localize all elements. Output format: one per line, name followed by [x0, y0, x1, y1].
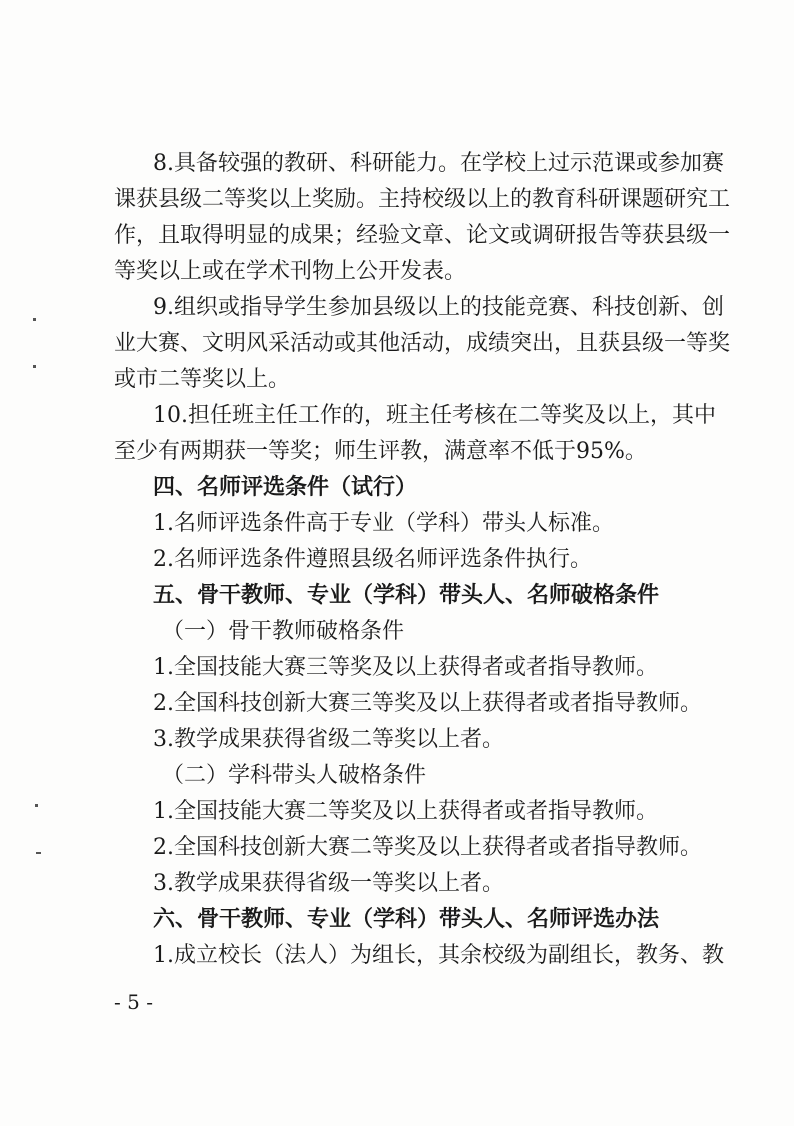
section-heading: 五、骨干教师、专业（学科）带头人、名师破格条件 — [153, 583, 660, 608]
paragraph-line: 1.成立校长（法人）为组长，其余校级为副组长，教务、教 — [153, 943, 724, 968]
paragraph-line: 10.担任班主任工作的，班主任考核在二等奖及以上，其中 — [153, 403, 716, 428]
paragraph-line: 课获县级二等奖以上奖励。主持校级以上的教育科研课题研究工 — [114, 187, 731, 212]
paragraph-line: 2.全国科技创新大赛三等奖及以上获得者或者指导教师。 — [153, 691, 702, 716]
paragraph-line: 1.全国技能大赛二等奖及以上获得者或者指导教师。 — [153, 799, 658, 824]
subsection-heading: （二）学科带头人破格条件 — [162, 763, 427, 788]
paragraph-line: 或市二等奖以上。 — [114, 367, 291, 392]
paragraph-line: 9.组织或指导学生参加县级以上的技能竞赛、科技创新、创 — [153, 295, 724, 320]
paragraph-line: 3.教学成果获得省级一等奖以上者。 — [153, 871, 504, 896]
paragraph-line: 1.全国技能大赛三等奖及以上获得者或者指导教师。 — [153, 655, 658, 680]
paragraph-line: 2.名师评选条件遵照县级名师评选条件执行。 — [153, 547, 592, 572]
paragraph-line: 8.具备较强的教研、科研能力。在学校上过示范课或参加赛 — [153, 151, 724, 176]
paragraph-line: 3.教学成果获得省级二等奖以上者。 — [153, 727, 504, 752]
paragraph-line: 作，且取得明显的成果；经验文章、论文或调研报告等获县级一 — [114, 223, 731, 248]
paragraph-line: 至少有两期获一等奖；师生评教，满意率不低于95%。 — [114, 439, 647, 464]
section-heading: 六、骨干教师、专业（学科）带头人、名师评选办法 — [153, 907, 660, 932]
paragraph-line: 2.全国科技创新大赛二等奖及以上获得者或者指导教师。 — [153, 835, 702, 860]
page-number: - 5 - — [114, 990, 153, 1014]
paragraph-line: 1.名师评选条件高于专业（学科）带头人标准。 — [153, 511, 614, 536]
section-heading: 四、名师评选条件（试行） — [153, 475, 418, 500]
subsection-heading: （一）骨干教师破格条件 — [162, 619, 405, 644]
paragraph-line: 等奖以上或在学术刊物上公开发表。 — [114, 259, 467, 284]
paragraph-line: 业大赛、文明风采活动或其他活动，成绩突出，且获县级一等奖 — [114, 331, 731, 356]
